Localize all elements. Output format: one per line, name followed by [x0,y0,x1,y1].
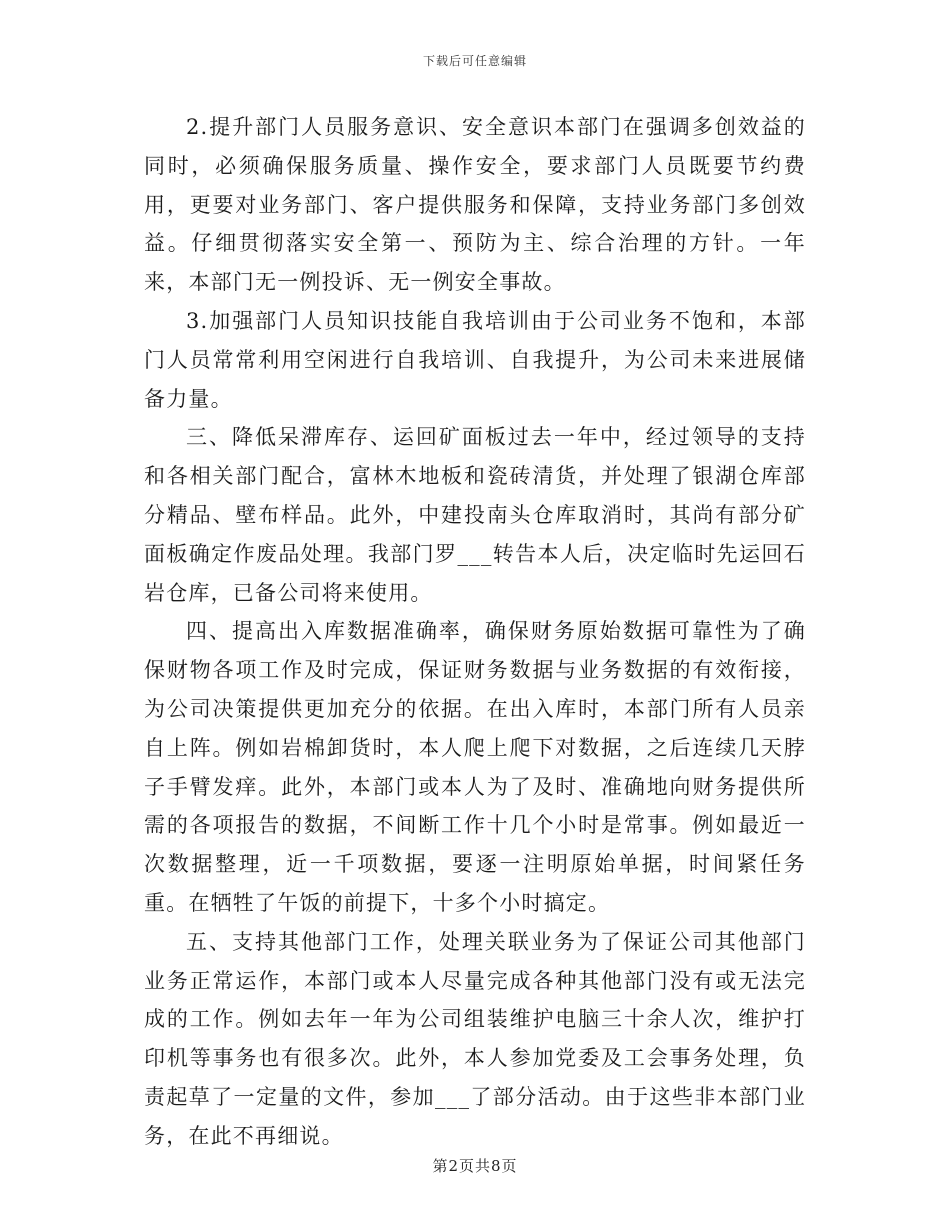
paragraph-support-other-departments: 五、支持其他部门工作，处理关联业务为了保证公司其他部门业务正常运作，本部门或本人尽量完成各种其他部门没有或无法完成的工作。例如去年一年为公司组装维护电脑三十余人次，维护打印机等事务也有很多次。此外，本人参加党委及工会事务处理，负责起草了一定量的文件，参加___了部分活动。由于这些非本部门业务，在此不再细说。 [144,929,806,1148]
paragraph-service-safety: 2.提升部门人员服务意识、安全意识本部门在强调多创效益的同时，必须确保服务质量、操作安全，要求部门人员既要节约费用，更要对业务部门、客户提供服务和保障，支持业务部门多创效益。仔细贯彻落实安全第一、预防为主、综合治理的方针。一年来，本部门无一例投诉、无一例安全事故。 [144,115,806,295]
document-body [144,108,806,1156]
paragraph-data-accuracy: 四、提高出入库数据准确率，确保财务原始数据可靠性为了确保财物各项工作及时完成，保证财务数据与业务数据的有效衔接，为公司决策提供更加充分的依据。在出入库时，本部门所有人员亲自上阵。例如岩棉卸货时，本人爬上爬下对数据，之后连续几天脖子手臂发痒。此外，本部门或本人为了及时、准确地向财务提供所需的各项报告的数据，不间断工作十几个小时是常事。例如最近一次数据整理，近一千项数据，要逐一注明原始单据，时间紧任务重。在牺牲了午饭的前提下，十多个小时搞定。 [144,619,806,915]
page-number: 第2页共8页 [432,1157,518,1175]
paragraph-training: 3.加强部门人员知识技能自我培训由于公司业务不饱和，本部门人员常常利用空闲进行自我培训、自我提升，为公司未来进展储备力量。 [144,308,806,411]
page-header-note: 下载后可任意编辑 [422,54,527,68]
paragraph-inventory: 三、降低呆滞库存、运回矿面板过去一年中，经过领导的支持和各相关部门配合，富林木地板和瓷砖清货，并处理了银湖仓库部分精品、壁布样品。此外，中建投南头仓库取消时，其尚有部分矿面板确定作废品处理。我部门罗___转告本人后，决定临时先运回石岩仓库，已备公司将来使用。 [144,425,806,605]
